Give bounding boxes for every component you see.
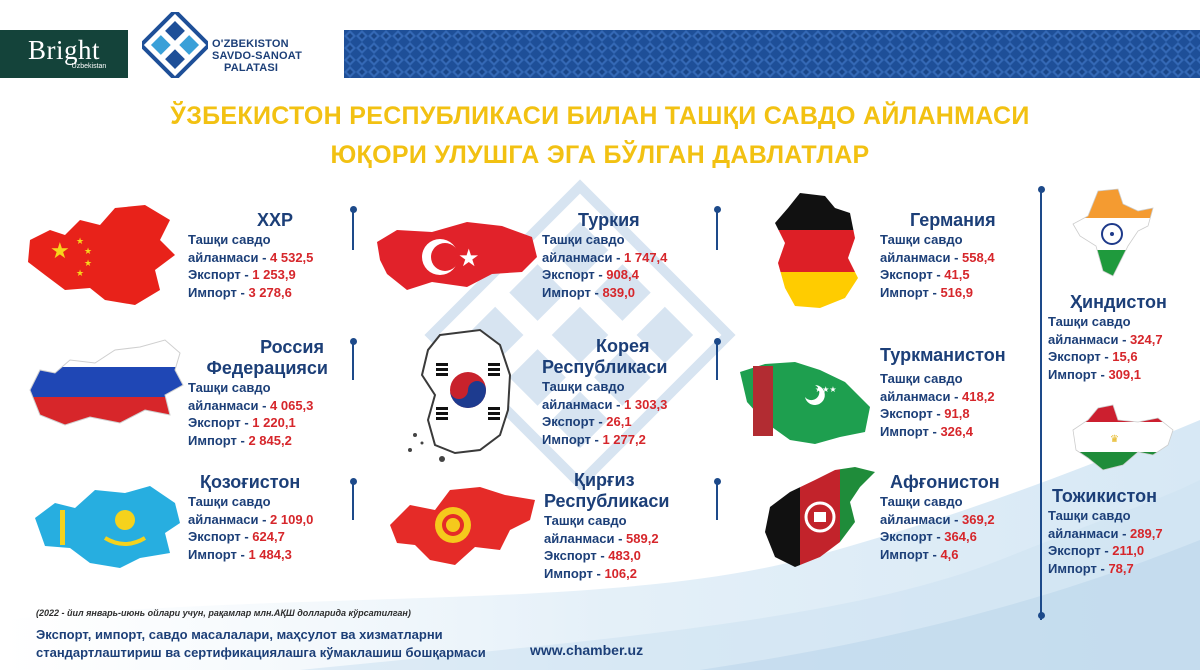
country-russia: Россия Федерацияси Ташқи савдо айланмаси - 4 065,3 Экспорт - 1 220,1 Импорт - 2 845,2 [188, 337, 348, 449]
kyrgyzstan-map-icon [385, 475, 540, 575]
svg-text:★: ★ [76, 269, 85, 279]
divider-line [716, 210, 718, 250]
import-value: 516,9 [940, 284, 973, 300]
export-value: 364,6 [944, 529, 977, 544]
svg-text:★: ★ [50, 239, 70, 264]
export-value: 211,0 [1112, 543, 1145, 558]
import-value: 1 484,3 [248, 546, 292, 562]
brand-logo [0, 30, 128, 78]
divider-dot [350, 338, 357, 345]
country-name: Қирғиз [574, 470, 635, 490]
import-value: 78,7 [1108, 560, 1134, 576]
export-value: 91,8 [944, 406, 970, 421]
country-name: Афғонистон [890, 472, 1000, 492]
country-name: Туркманистон [880, 345, 1006, 365]
country-name: Россия [260, 337, 324, 357]
import-value: 326,4 [940, 423, 973, 439]
import-value: 2 845,2 [248, 432, 292, 448]
country-name: Тожикистон [1052, 486, 1157, 506]
country-name: Германия [910, 210, 996, 230]
divider-dot [350, 478, 357, 485]
country-india: Ҳиндистон Ташқи савдо айланмаси - 324,7 Экспорт - 15,6 Импорт - 309,1 [1048, 292, 1198, 383]
divider-dot [714, 338, 721, 345]
svg-text:★: ★ [76, 237, 85, 247]
brand-name: Bright [27, 35, 100, 65]
country-afghanistan: Афғонистон Ташқи савдо айланмаси - 369,2 Экспорт - 364,6 Импорт - 4,6 [880, 472, 1030, 563]
import-value: 1 277,2 [602, 431, 646, 447]
export-value: 26,1 [606, 414, 632, 429]
country-name-2: Республикаси [542, 357, 668, 377]
divider-dot [714, 478, 721, 485]
import-value: 106,2 [604, 565, 637, 581]
footer-department: Экспорт, импорт, савдо масалалари, маҳсулот ва хизматларни стандартлаштириш ва сертификациялашга кўмаклашиш бошқармаси [36, 627, 486, 660]
turnover-value: 1 747,4 [624, 249, 668, 265]
divider-line [716, 340, 718, 380]
divider-line-long [1040, 190, 1042, 620]
svg-text:★: ★ [458, 244, 480, 272]
title-line-1: ЎЗБЕКИСТОН РЕСПУБЛИКАСИ БИЛАН ТАШҚИ САВДО АЙЛАНМАСИ [170, 102, 1030, 130]
turkey-map-icon [372, 212, 542, 297]
turnover-value: 418,2 [962, 388, 995, 404]
header-pattern [344, 30, 1200, 78]
turnover-value: 2 109,0 [270, 511, 314, 527]
divider-dot [1038, 612, 1045, 619]
svg-text:★: ★ [84, 247, 93, 257]
turnover-value: 369,2 [962, 511, 995, 527]
divider-dot [714, 206, 721, 213]
russia-map-icon [25, 335, 185, 430]
turnover-label: Ташқи савдо [188, 232, 271, 247]
chamber-name: O'ZBEKISTON SAVDO-SANOAT PALATASI [212, 38, 302, 74]
export-value: 908,4 [606, 267, 639, 282]
divider-line [716, 480, 718, 520]
website-link[interactable]: www.chamber.uz [530, 642, 644, 658]
country-turkmenistan: Туркманистон Ташқи савдо айланмаси - 418,2 Экспорт - 91,8 Импорт - 326,4 [880, 345, 1035, 440]
svg-text:★: ★ [84, 259, 93, 269]
export-value: 41,5 [944, 267, 970, 282]
export-value: 1 253,9 [252, 267, 296, 282]
chamber-logo-block [128, 8, 344, 80]
country-china: ХХР Ташқи савдо айланмаси - 4 532,5 Экспорт - 1 253,9 Импорт - 3 278,6 [188, 210, 338, 301]
svg-text:★★★: ★★★ [815, 385, 837, 394]
country-name-2: Федерацияси [206, 358, 328, 378]
country-name-2: Республикаси [544, 491, 670, 511]
country-germany: Германия Ташқи савдо айланмаси - 558,4 Экспорт - 41,5 Импорт - 516,9 [880, 210, 1030, 301]
kazakhstan-map-icon [30, 478, 185, 573]
import-value: 4,6 [940, 546, 959, 562]
country-turkey: Туркия Ташқи савдо айланмаси - 1 747,4 Экспорт - 908,4 Импорт - 839,0 [542, 210, 702, 301]
india-map-icon [1068, 186, 1158, 281]
svg-text:♛: ♛ [1110, 434, 1119, 445]
turnover-value: 1 303,3 [624, 396, 668, 412]
china-map-icon [20, 200, 185, 310]
turnover-value: 324,7 [1130, 331, 1163, 347]
import-value: 309,1 [1108, 366, 1141, 382]
country-kyrgyzstan: Қирғиз Республикаси Ташқи савдо айланмаси - 589,2 Экспорт - 483,0 Импорт - 106,2 [544, 470, 714, 582]
divider-line [352, 480, 354, 520]
chamber-logo-icon [142, 12, 208, 78]
divider-dot [1038, 186, 1045, 193]
afghanistan-map-icon [760, 462, 880, 572]
country-korea: Корея Республикаси Ташқи савдо айланмаси - 1 303,3 Экспорт - 26,1 Импорт - 1 277,2 [542, 336, 712, 448]
country-tajikistan: Тожикистон Ташқи савдо айланмаси - 289,7 Экспорт - 211,0 Импорт - 78,7 [1048, 486, 1198, 577]
tajikistan-map-icon [1068, 400, 1178, 475]
country-name: Туркия [578, 210, 640, 230]
export-value: 1 220,1 [252, 415, 296, 430]
import-value: 3 278,6 [248, 284, 292, 300]
export-value: 483,0 [608, 548, 641, 563]
turkmenistan-map-icon [735, 352, 875, 452]
divider-line [352, 210, 354, 250]
country-name: ХХР [256, 210, 294, 230]
brand-subtitle: Uzbekistan [71, 63, 107, 70]
divider-line [352, 340, 354, 380]
export-value: 624,7 [252, 529, 285, 544]
germany-map-icon [770, 188, 860, 313]
export-value: 15,6 [1112, 349, 1138, 364]
turnover-value: 4 065,3 [270, 397, 314, 413]
country-name: Корея [596, 336, 650, 356]
footnote: (2022 - йил январь-июнь ойлари учун, рақамлар млн.АҚШ долларида кўрсатилган) [36, 608, 411, 618]
turnover-value: 289,7 [1130, 525, 1163, 541]
turnover-value: 589,2 [626, 530, 659, 546]
turnover-value: 4 532,5 [270, 249, 314, 265]
divider-dot [350, 206, 357, 213]
country-name: Ҳиндистон [1070, 292, 1167, 312]
import-value: 839,0 [602, 284, 635, 300]
title-line-2: ЮҚОРИ УЛУШГА ЭГА БЎЛГАН ДАВЛАТЛАР [330, 141, 870, 169]
country-name: Қозоғистон [200, 472, 301, 492]
country-kazakhstan: Қозоғистон Ташқи савдо айланмаси - 2 109,0 Экспорт - 624,7 Импорт - 1 484,3 [188, 472, 338, 563]
turnover-value: 558,4 [962, 249, 995, 265]
korea-map-icon [400, 325, 525, 465]
